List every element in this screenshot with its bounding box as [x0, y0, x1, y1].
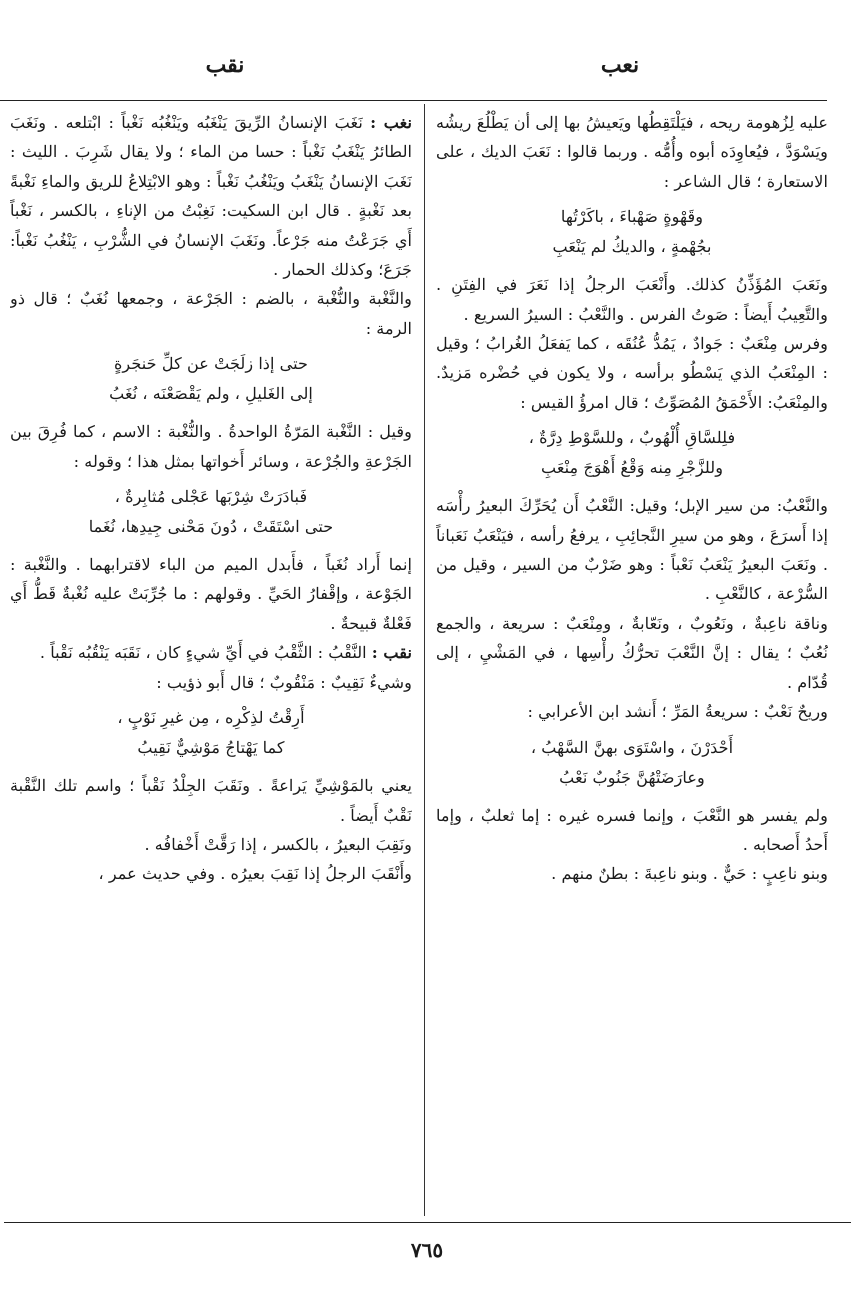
verse-block: [436, 733, 828, 793]
verse-line: كما يَهْتاجُ مَوْشِيٌّ نَقِيبُ: [137, 738, 285, 758]
running-head-left: نقب: [205, 52, 245, 78]
paragraph-text: ونَقِبَ البعيرُ ، بالكسر ، إذا رَقَّتْ أَخْفافُه .: [144, 834, 412, 854]
paragraph-text: وفرس مِنْعَبٌ : جَوادٌ ، يَمُدُّ عُنُقَه ، كما يَفعَلُ الغُرابُ ؛ وقيل : المِنْعَبُ الذي يَسْطُو برأسه ، ولا يكون في حُضْره مَزيدٌ. والمِنْعَبُ: الأَحْمَقُ المُصَوِّتُ ؛ قال امرؤُ القيس :: [436, 334, 828, 412]
paragraph: [436, 859, 828, 888]
paragraph: [10, 417, 412, 476]
verse-line: إلى الغَليلِ ، ولم يَقْصَعْنَه ، نُغَبُ: [109, 384, 313, 404]
paragraph-text: نَغَبَ الإنسانُ الرِّيقَ يَنْغَبُه ويَنْغُبُه نَغْباً : ابْتلعه . ونَغَبَ الطائرُ يَنْغَبُ نَغْباً : حسا من الماء ؛ ولا يقال شَرِبَ . الليث : نَغَبَ الإنسانُ يَنْغَبُ ويَنْغُبُ نَغْباً : وهو الابْتِلاعُ للريق والماءِ نَغْبةً بعد نَغْبةٍ . قال ابن السكيت: نَغِبْتُ من الإناءِ ، بالكسر ، نَغْباً أَي جَرَعْتُ منه جَرْعاً. ونَغَبَ الإنسانُ في الشُّرْبِ ، يَنْغُبُ نَغْباً: جَرَعَ؛ وكذلك الحمار .: [10, 113, 412, 280]
paragraph: [436, 801, 828, 860]
verse-line: فلِلسَّاقِ أُلْهُوبٌ ، وللسَّوْطِ دِرَّةٌ ،: [528, 428, 736, 448]
verse-block: [10, 703, 412, 763]
paragraph: [10, 771, 412, 830]
paragraph-text: وبنو ناعِبٍ : حَيٌّ . وبنو ناعِبةَ : بطنٌ منهم .: [551, 864, 828, 884]
entry-paragraph: [10, 108, 412, 284]
verse-line: أَرِقْتُ لذِكْرِه ، مِن غيرِ نَوْبٍ ،: [117, 708, 305, 728]
paragraph: [436, 108, 828, 196]
verse-line: وعارَضَتْهُنَّ جَنُوبٌ نَعْبُ: [559, 767, 705, 787]
right-column: [436, 108, 828, 1218]
paragraph: [10, 668, 412, 697]
verse-line: وقَهْوةٍ صَهْباءَ ، باكَرْتُها: [560, 207, 704, 227]
paragraph: [10, 830, 412, 859]
verse-line: فَبادَرَتْ شِرْبَها عَجْلى مُثابِرةٌ ،: [114, 487, 308, 507]
paragraph: [436, 697, 828, 726]
paragraph-text: والنَّغْبة والنُّغْبة ، بالضم : الجَرْعة ، وجمعها نُغَبٌ ؛ قال ذو الرمة :: [10, 289, 412, 338]
verse-line: وللزَّجْرِ مِنه وَقْعُ أَهْوَجَ مِنْعَبِ: [540, 458, 724, 478]
paragraph-text: إنما أَراد نُغَباً ، فأَبدل الميم من الباء لاقترابهما . والنَّغْبة : الجَوْعة ، وإقْفارُ الحَيِّ . وقولهم : ما جُرِّبَتْ عليه نُغْبةٌ قَطُّ أَي فَعْلةٌ قبيحةٌ .: [10, 555, 412, 633]
paragraph: [10, 284, 412, 343]
column-divider: [424, 104, 425, 1216]
verse-block: [436, 423, 828, 483]
paragraph: [10, 550, 412, 638]
left-column: [10, 108, 412, 1218]
entry-paragraph: [10, 638, 412, 667]
paragraph-text: النَّقْبُ : الثَّقْبُ في أَيِّ شيءٍ كان ، نَقَبَه يَنْقُبُه نَقْباً .: [39, 643, 372, 663]
entry-headword: نقب :: [371, 643, 412, 663]
running-head-right: نعب: [600, 52, 640, 78]
verse-block: [10, 482, 412, 542]
paragraph-text: عليه لِزُهومة ريحه ، فيَلْتَقِطُها ويَعيشُ بها إلى أن يَطْلُعَ ريشُه ويَسْوَدَّ ، فيُعاوِدَه أبوه وأُمُّه . وربما قالوا : نَعَبَ الديك ، على الاستعارة ؛ قال الشاعر :: [436, 113, 828, 191]
paragraph-text: ولم يفسر هو النَّعْبَ ، وإنما فسره غيره : إما ثعلبٌ ، وإما أَحدُ أَصحابه .: [436, 805, 828, 854]
verse-block: [436, 202, 828, 262]
paragraph-text: وأَنْقَبَ الرجلُ إذا نَقِبَ بعيرُه . وفي حديث عمر ،: [98, 864, 412, 884]
verse-line: حتى اسْتَقَتْ ، دُونَ مَحْنى جِيدِها، نُغَما: [88, 517, 334, 537]
verse-line: أَحْدَرْنَ ، واسْتَوَى بهنَّ السَّهْبُ ،: [530, 737, 734, 757]
footer-rule: [4, 1222, 851, 1223]
paragraph-text: وشيءٌ نَقِيبٌ : مَنْقُوبٌ ؛ قال أَبو ذؤيب :: [156, 672, 412, 692]
header-rule: [0, 100, 827, 101]
paragraph: [436, 491, 828, 609]
page-number: ٧٦٥: [410, 1238, 444, 1262]
paragraph-text: يعني بالمَوْشِيِّ يَراعةً . ونَقَبَ الجِلْدُ نَقْباً ؛ واسم تلك النَّقْبة نَقْبٌ أَيضاً .: [10, 776, 412, 825]
paragraph-text: وقيل : النَّغْبة المَرّةُ الواحدةُ . والنُّغْبة : الاسم ، كما فُرِقَ بين الجَرْعةِ والجُرْعة ، وسائر أَخواتها بمثل هذا ؛ وقوله :: [10, 422, 412, 471]
verse-line: بجُهْمةٍ ، والديكُ لم يَنْعَبِ: [552, 237, 712, 257]
verse-line: حتى إذا زلَجَتْ عن كلِّ حَنجَرةٍ: [113, 354, 309, 374]
paragraph: [436, 270, 828, 329]
paragraph: [436, 609, 828, 697]
paragraph-text: وناقة ناعِبةٌ ، ونَعُوبٌ ، ونَعّابةٌ ، ومِنْعَبٌ : سريعة ، والجمع نُعُبٌ ؛ يقال : إنَّ النَّعْبَ تحرُّكُ رأْسِها ، في المَشْيِ ، إلى قُدّام .: [436, 613, 828, 692]
entry-headword: نغب :: [370, 113, 412, 132]
paragraph-text: وريحٌ نَعْبٌ : سريعةُ المَرِّ ؛ أَنشد ابن الأعرابي :: [527, 702, 828, 722]
paragraph-text: والنَّعْبُ: من سير الإبل؛ وقيل: النَّعْبُ أَن يُحَرِّكَ البعيرُ رأْسَه إذا أَسرَعَ ، وهو من سيرِ النَّجائِبِ ، يرفعُ رأسه ، فيَنْعَبُ نَعَباناً . ونَعَبَ البعيرُ يَنْعَبُ نَعْباً : وهو ضَرْبٌ من السير ، وقيل من السُّرْعة ، كالنَّعْبِ .: [436, 496, 828, 604]
paragraph: [436, 329, 828, 417]
paragraph-text: ونَعَبَ المُؤَذِّنُ كذلك. وأَنْعَبَ الرجلُ إذا نَعَرَ في الفِتَنِ . والتَّعِيبُ أَيضاً : صَوتُ الفرس . والنَّعْبُ : السيرُ السريع .: [436, 275, 828, 324]
paragraph: [10, 859, 412, 888]
verse-block: [10, 349, 412, 409]
